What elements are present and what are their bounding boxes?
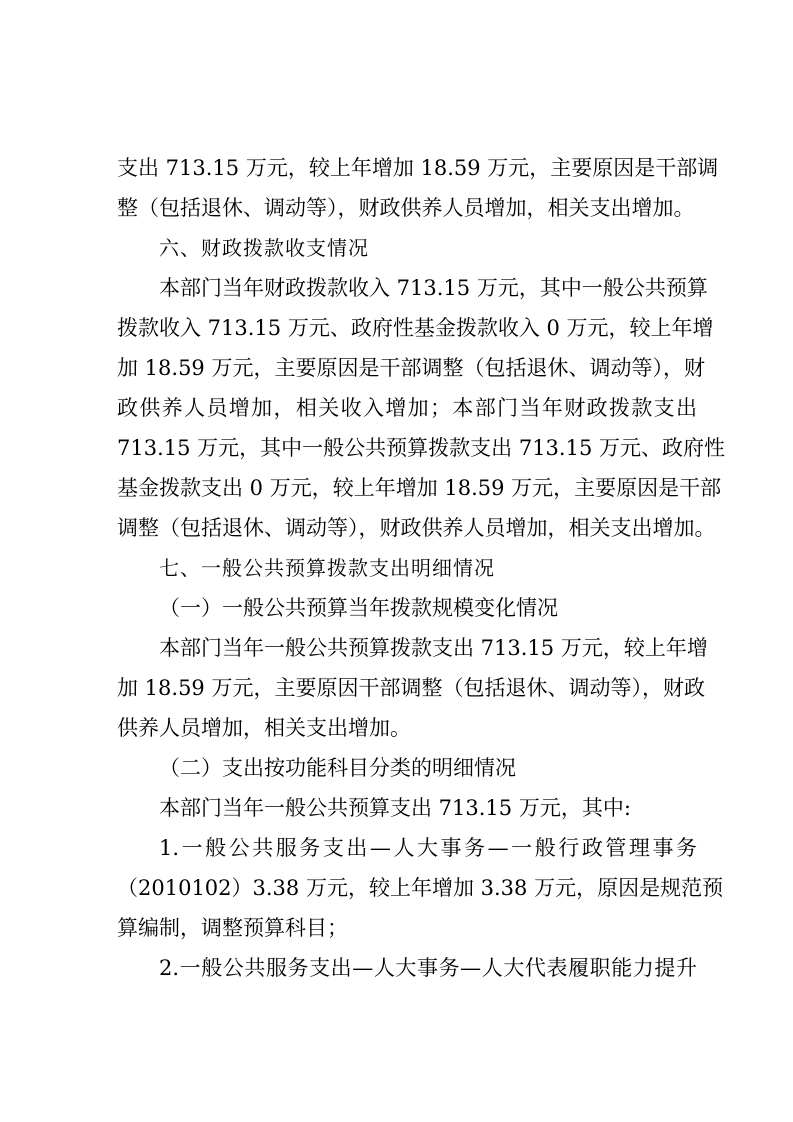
section-heading: 六、财政拨款收支情况 bbox=[159, 236, 369, 260]
body-text-line: 基金拨款支出 0 万元，较上年增加 18.59 万元，主要原因是干部 bbox=[117, 476, 722, 500]
body-text-line: 本部门当年财政拨款收入 713.15 万元，其中一般公共预算 bbox=[159, 276, 708, 300]
body-text-line: 供养人员增加，相关支出增加。 bbox=[117, 716, 411, 740]
body-text-line: 调整（包括退休、调动等），财政供养人员增加，相关支出增加。 bbox=[117, 516, 716, 540]
body-text-line: 加 18.59 万元，主要原因干部调整（包括退休、调动等），财政 bbox=[117, 676, 705, 700]
body-text-line: 政供养人员增加，相关收入增加；本部门当年财政拨款支出 bbox=[117, 396, 697, 420]
section-heading: 七、一般公共预算拨款支出明细情况 bbox=[159, 556, 495, 580]
list-item-line: （2010102）3.38 万元，较上年增加 3.38 万元，原因是规范预 bbox=[117, 876, 724, 900]
body-text-line: 713.15 万元，其中一般公共预算拨款支出 713.15 万元、政府性 bbox=[117, 436, 725, 460]
body-text-line: 拨款收入 713.15 万元、政府性基金拨款收入 0 万元，较上年增 bbox=[117, 316, 714, 340]
body-text-line: 整（包括退休、调动等），财政供养人员增加，相关支出增加。 bbox=[117, 196, 695, 220]
body-text-line: 本部门当年一般公共预算拨款支出 713.15 万元，较上年增 bbox=[159, 636, 708, 660]
list-item-line: 1.一般公共服务支出—人大事务—一般行政管理事务 bbox=[159, 836, 697, 860]
list-item-line: 2.一般公共服务支出—人大事务—人大代表履职能力提升 bbox=[159, 956, 697, 980]
body-text-line: 加 18.59 万元，主要原因是干部调整（包括退休、调动等），财 bbox=[117, 356, 705, 380]
body-text-line: 本部门当年一般公共预算支出 713.15 万元，其中: bbox=[159, 796, 631, 820]
body-text-line: 支出 713.15 万元，较上年增加 18.59 万元，主要原因是干部调 bbox=[117, 156, 719, 180]
list-item-line: 算编制，调整预算科目； bbox=[117, 916, 348, 940]
subsection-heading: （二）支出按功能科目分类的明细情况 bbox=[159, 756, 516, 780]
subsection-heading: （一）一般公共预算当年拨款规模变化情况 bbox=[159, 596, 558, 620]
